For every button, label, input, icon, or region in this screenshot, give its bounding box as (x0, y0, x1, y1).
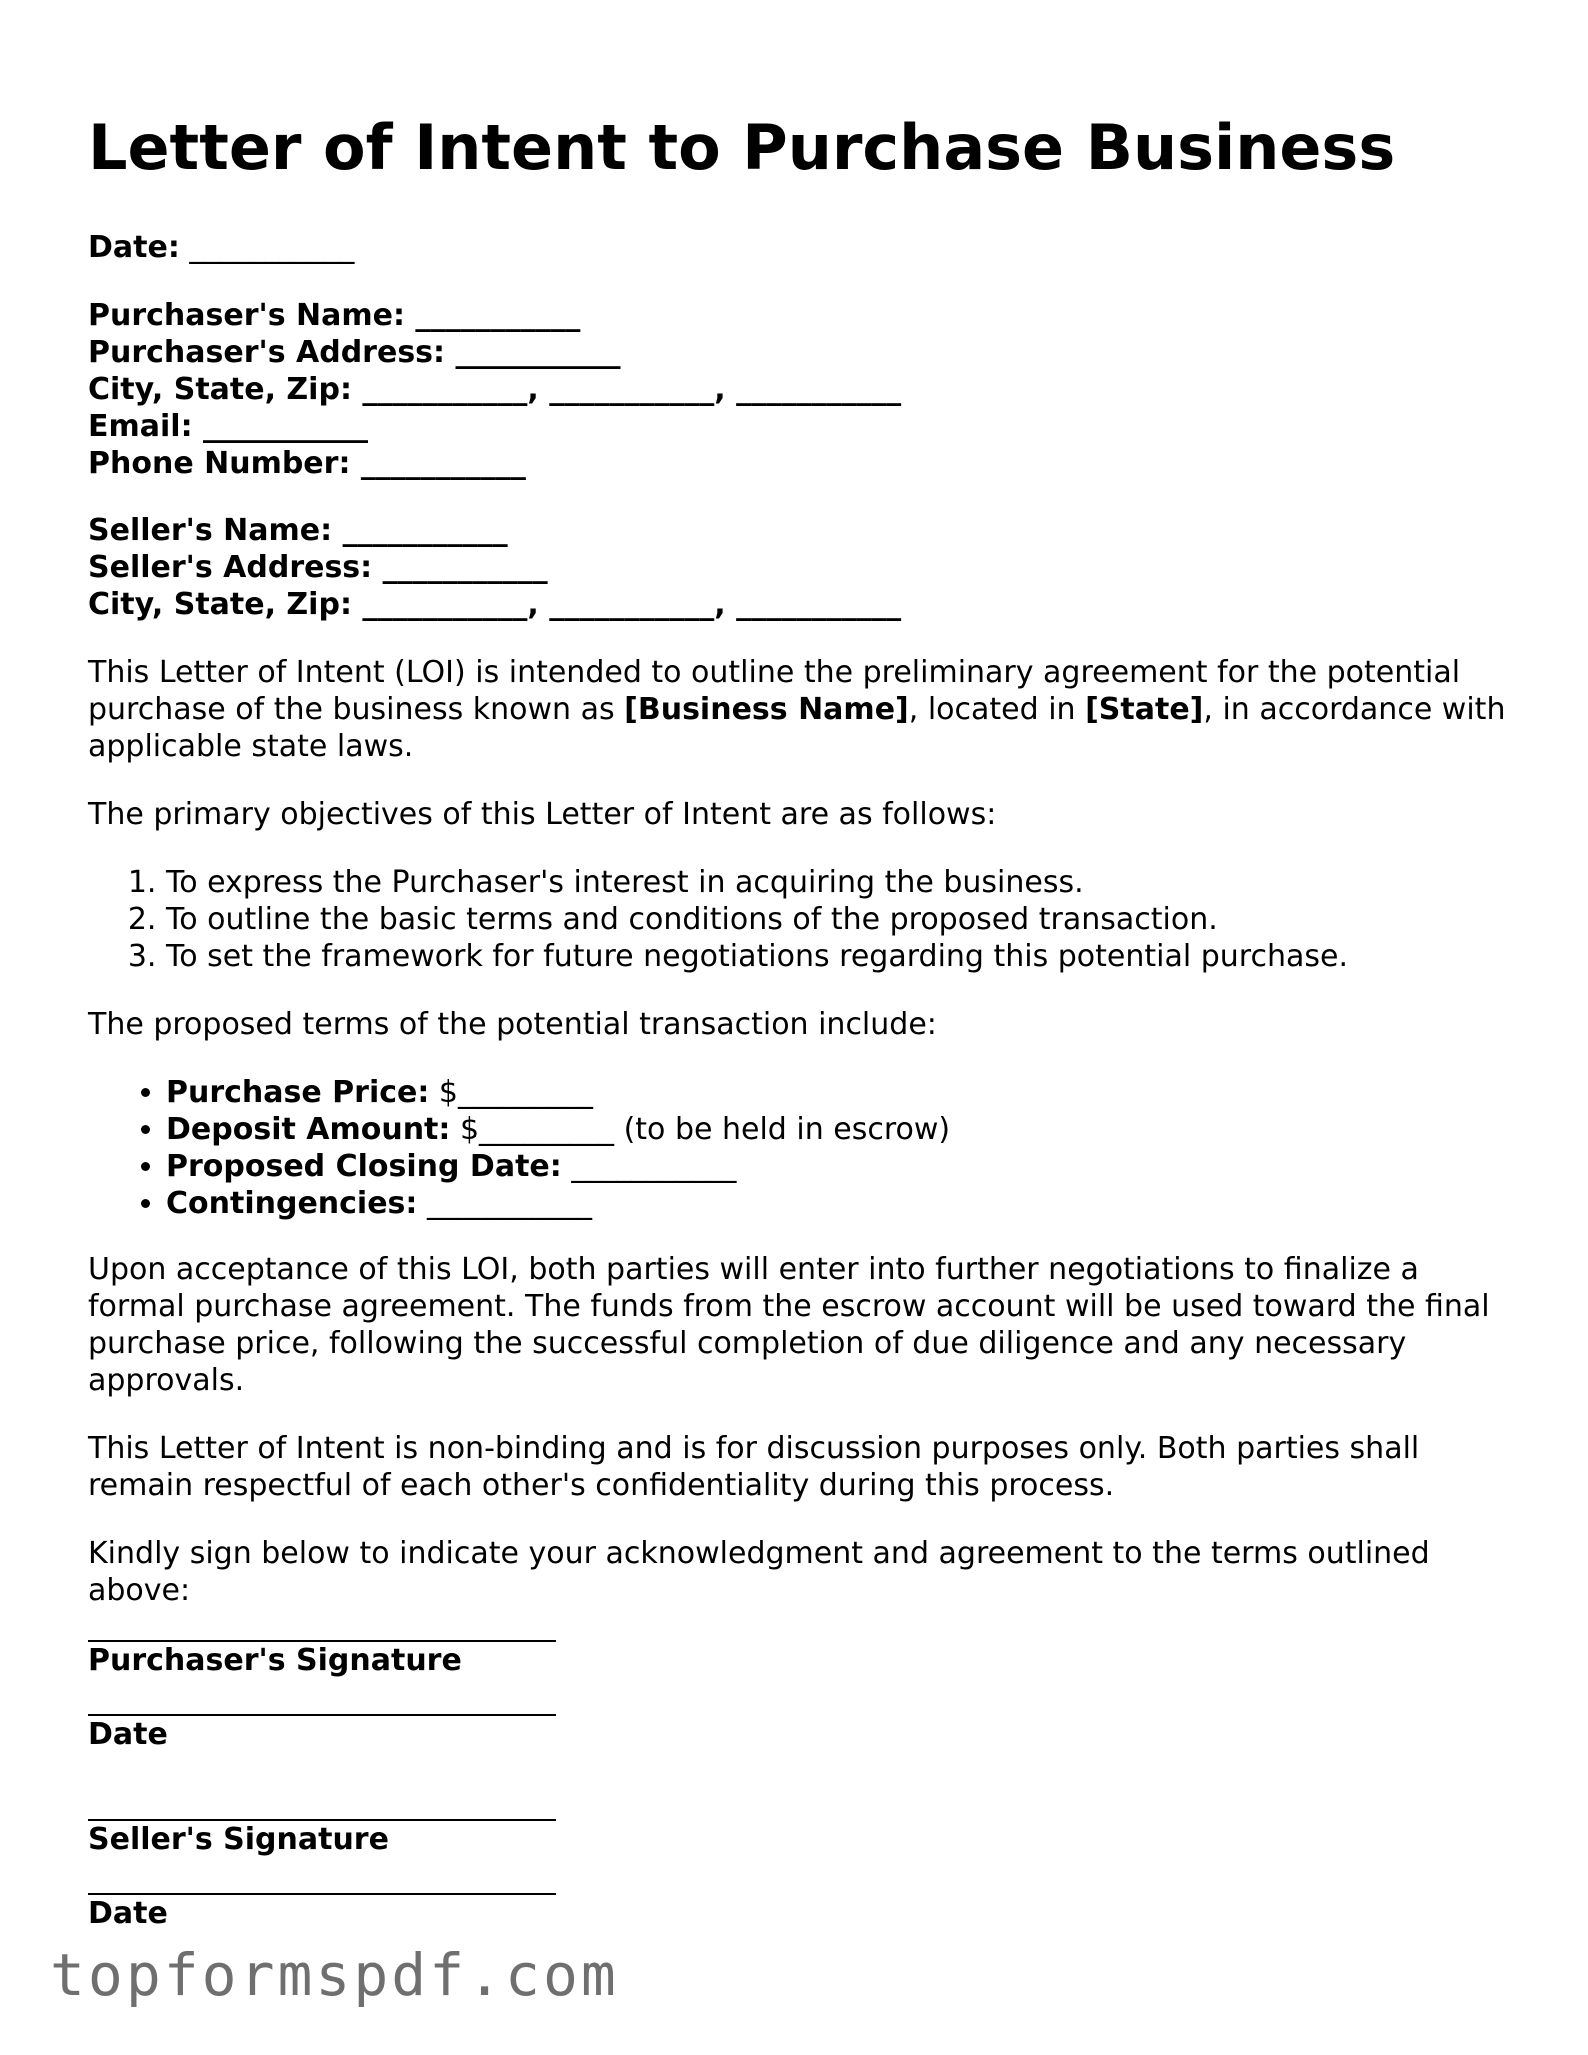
acceptance-paragraph: Upon acceptance of this LOI, both parties will enter into further negotiations to finalize a formal purchase agreement. The funds from the escrow account will be used toward the final purchase price, following the successful completion of due diligence and any necessary approvals. (88, 1252, 1490, 1398)
list-item (166, 1148, 950, 1185)
intro-text-1: This Letter of Intent (LOI) is intended to outline the preliminary agreement for the potential purchase of the business known as (88, 655, 1461, 727)
purchaser-name-line (88, 297, 901, 334)
list-item: 2. To outline the basic terms and conditions of the proposed transaction. (166, 901, 1348, 938)
seller-block (88, 512, 901, 623)
purchaser-zip-blank: ___________ (736, 372, 902, 407)
intro-paragraph (88, 654, 1508, 765)
purchaser-date-block (88, 1714, 556, 1753)
list-item: 1. To express the Purchaser's interest in acquiring the business. (166, 864, 1348, 901)
purchaser-state-blank: ___________ (549, 372, 715, 407)
seller-name-blank: ___________ (342, 513, 508, 548)
contingencies-label: Contingencies: (166, 1186, 418, 1221)
purchaser-signature-label: Purchaser's Signature (88, 1643, 462, 1678)
seller-city-label: City, State, Zip: (88, 587, 352, 622)
seller-address-line (88, 549, 901, 586)
list-item: 3. To set the framework for future negotiations regarding this potential purchase. (166, 938, 1348, 975)
state-placeholder: [State] (1085, 692, 1204, 727)
purchaser-address-blank: ___________ (455, 335, 621, 370)
objectives-intro: The primary objectives of this Letter of Intent are as follows: (88, 797, 997, 832)
purchaser-city-label: City, State, Zip: (88, 372, 352, 407)
seller-name-line (88, 512, 901, 549)
deposit-amount-blank: $_________ (459, 1112, 615, 1147)
purchaser-name-blank: ___________ (415, 298, 581, 333)
purchaser-address-label: Purchaser's Address: (88, 335, 446, 370)
closing-date-label: Proposed Closing Date: (166, 1149, 562, 1184)
list-item (166, 1185, 950, 1222)
seller-signature-block (88, 1819, 556, 1858)
intro-text-3: , in accordance with applicable state laws. (88, 692, 1506, 764)
seller-signature-label: Seller's Signature (88, 1822, 389, 1857)
terms-intro: The proposed terms of the potential transaction include: (88, 1007, 937, 1042)
purchaser-date-label: Date (88, 1717, 168, 1752)
terms-list (88, 1074, 950, 1222)
list-item (166, 1111, 950, 1148)
comma: , (714, 372, 726, 407)
seller-state-blank: ___________ (549, 587, 715, 622)
purchaser-phone-blank: ___________ (360, 446, 526, 481)
watermark: topformspdf.com (50, 1941, 619, 2009)
comma: , (527, 587, 539, 622)
purchaser-city-blank: ___________ (362, 372, 528, 407)
seller-city-line (88, 586, 901, 623)
seller-city-blank: ___________ (362, 587, 528, 622)
business-name-placeholder: [Business Name] (624, 692, 909, 727)
purchaser-city-line (88, 371, 901, 408)
seller-name-label: Seller's Name: (88, 513, 333, 548)
seller-zip-blank: ___________ (736, 587, 902, 622)
purchaser-phone-label: Phone Number: (88, 446, 351, 481)
purchaser-address-line (88, 334, 901, 371)
deposit-note: (to be held in escrow) (623, 1112, 951, 1147)
seller-date-label: Date (88, 1896, 168, 1931)
purchaser-email-line (88, 408, 901, 445)
document-title: Letter of Intent to Purchase Business (88, 111, 1396, 184)
closing-date-blank: ___________ (571, 1149, 737, 1184)
sign-instruction-paragraph: Kindly sign below to indicate your acknowledgment and agreement to the terms outlined above: (88, 1536, 1430, 1608)
purchaser-block (88, 297, 901, 482)
purchaser-signature-block (88, 1640, 556, 1679)
seller-address-label: Seller's Address: (88, 550, 373, 585)
nonbinding-paragraph: This Letter of Intent is non-binding and is for discussion purposes only. Both parties shall remain respectful of each other's confidentiality during this process. (88, 1431, 1420, 1503)
purchaser-email-label: Email: (88, 409, 193, 444)
date-line (88, 229, 354, 266)
purchase-price-blank: $_________ (438, 1075, 594, 1110)
intro-text-2: , located in (908, 692, 1086, 727)
purchaser-name-label: Purchaser's Name: (88, 298, 405, 333)
purchaser-email-blank: ___________ (203, 409, 369, 444)
comma: , (527, 372, 539, 407)
list-item (166, 1074, 950, 1111)
seller-address-blank: ___________ (382, 550, 548, 585)
date-blank: ___________ (189, 230, 355, 265)
date-label: Date: (88, 230, 180, 265)
seller-date-block (88, 1893, 556, 1932)
purchaser-phone-line (88, 445, 901, 482)
objectives-list (88, 864, 1348, 975)
deposit-amount-label: Deposit Amount: (166, 1112, 451, 1147)
contingencies-blank: ___________ (426, 1186, 592, 1221)
comma: , (714, 587, 726, 622)
purchase-price-label: Purchase Price: (166, 1075, 430, 1110)
